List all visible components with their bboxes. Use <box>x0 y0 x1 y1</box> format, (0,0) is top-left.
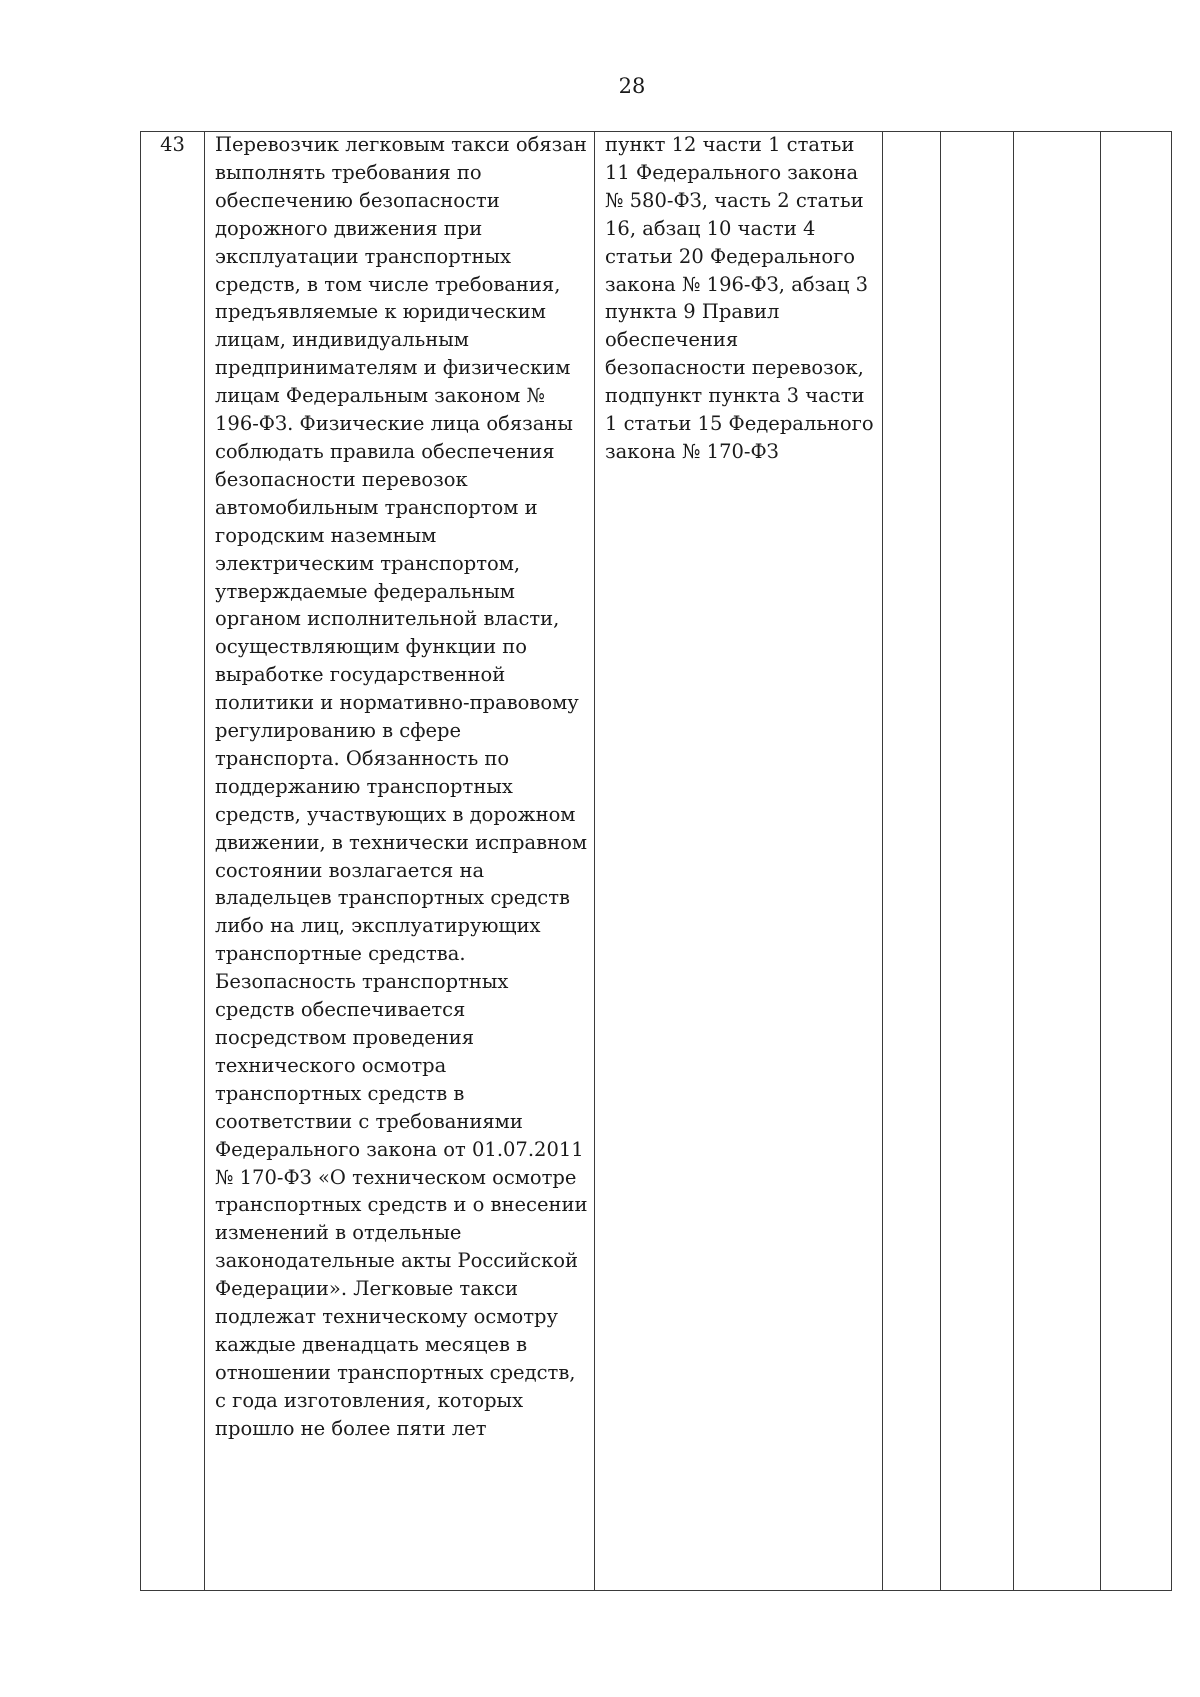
table-row <box>141 132 1172 1591</box>
legal-reference-cell <box>595 132 883 1591</box>
empty-cell-4 <box>1101 132 1172 1591</box>
row-number: 43 <box>160 133 185 156</box>
row-number-cell <box>141 132 205 1591</box>
legal-reference-text: пункт 12 части 1 статьи 11 Федерального закона № 580-ФЗ, часть 2 статьи 16, абзац 10 части 4 статьи 20 Федерального закона № 196-ФЗ, абзац 3 пункта 9 Правил обеспечения безопасности перевозок, подпункт пункта 3 части 1 статьи 15 Федерального закона № 170-ФЗ <box>605 133 874 463</box>
empty-cell-3 <box>1014 132 1101 1591</box>
empty-cell-2 <box>941 132 1014 1591</box>
page-number: 28 <box>618 74 646 98</box>
requirements-table <box>140 131 1172 1591</box>
requirement-text: Перевозчик легковым такси обязан выполнять требования по обеспечению безопасности дорожного движения при эксплуатации транспортных средств, в том числе требования, предъявляемые к юридическим лицам, индивидуальным предпринимателям и физическим лицам Федеральным законом № 196-ФЗ. Физические лица обязаны соблюдать правила обеспечения безопасности перевозок автомобильным транспортом и городским наземным электрическим транспортом, утверждаемые федеральным органом исполнительной власти, осуществляющим функции по выработке государственной политики и нормативно-правовому регулированию в сфере транспорта. Обязанность по поддержанию транспортных средств, участвующих в дорожном движении, в технически исправном состоянии возлагается на владельцев транспортных средств либо на лиц, эксплуатирующих транспортные средства. Безопасность транспортных средств обеспечивается посредством проведения технического осмотра транспортных средств в соответствии с требованиями Федерального закона от 01.07.2011 № 170-ФЗ «О техническом осмотре транспортных средств и о внесении изменений в отдельные законодательные акты Российской Федерации». Легковые такси подлежат техническому осмотру каждые двенадцать месяцев в отношении транспортных средств, с года изготовления, которых прошло не более пяти лет <box>215 133 588 1440</box>
requirement-cell <box>205 132 595 1591</box>
empty-cell-1 <box>883 132 941 1591</box>
